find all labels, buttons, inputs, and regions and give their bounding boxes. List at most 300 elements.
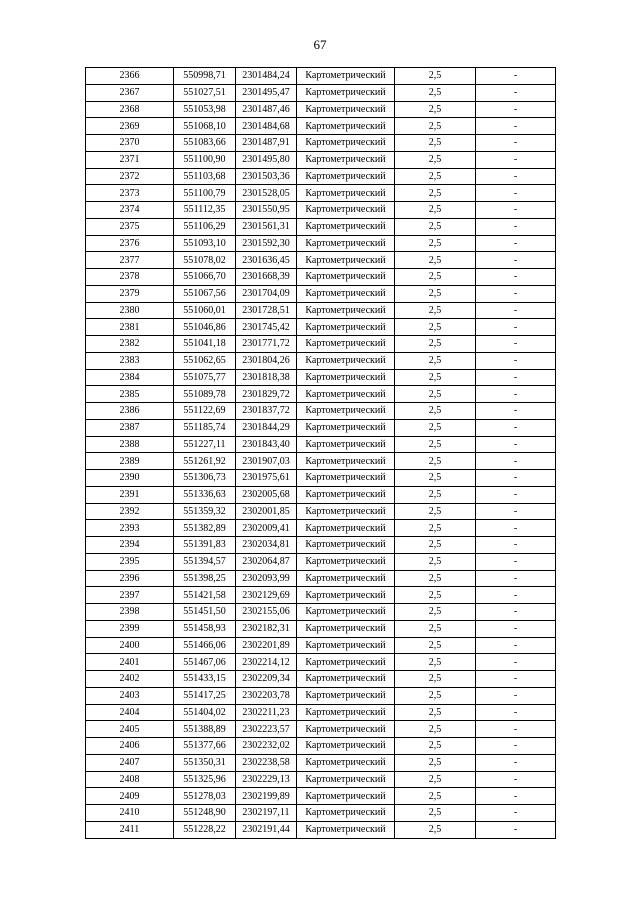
table-row <box>86 68 556 85</box>
method-cell: Картометрический <box>297 821 395 838</box>
table-row <box>86 671 556 688</box>
accuracy-cell: 2,5 <box>395 118 476 135</box>
x-coordinate-cell: 551433,15 <box>174 671 236 688</box>
y-coordinate-cell: 2302211,23 <box>236 704 297 721</box>
y-coordinate-cell: 2301771,72 <box>236 336 297 353</box>
method-cell: Картометрический <box>297 805 395 822</box>
description-cell: - <box>476 369 556 386</box>
point-number-cell: 2408 <box>86 771 174 788</box>
point-number-cell: 2391 <box>86 486 174 503</box>
point-number-cell: 2379 <box>86 285 174 302</box>
table-row <box>86 84 556 101</box>
method-cell: Картометрический <box>297 68 395 85</box>
method-cell: Картометрический <box>297 403 395 420</box>
description-cell: - <box>476 620 556 637</box>
table-row <box>86 403 556 420</box>
point-number-cell: 2373 <box>86 185 174 202</box>
description-cell: - <box>476 235 556 252</box>
table-row <box>86 553 556 570</box>
table-row <box>86 118 556 135</box>
x-coordinate-cell: 551093,10 <box>174 235 236 252</box>
y-coordinate-cell: 2301487,46 <box>236 101 297 118</box>
description-cell: - <box>476 788 556 805</box>
table-row <box>86 470 556 487</box>
y-coordinate-cell: 2301907,03 <box>236 453 297 470</box>
x-coordinate-cell: 551417,25 <box>174 687 236 704</box>
x-coordinate-cell: 551377,66 <box>174 738 236 755</box>
x-coordinate-cell: 551391,83 <box>174 537 236 554</box>
description-cell: - <box>476 486 556 503</box>
x-coordinate-cell: 551078,02 <box>174 252 236 269</box>
y-coordinate-cell: 2301728,51 <box>236 302 297 319</box>
x-coordinate-cell: 551041,18 <box>174 336 236 353</box>
table-row <box>86 202 556 219</box>
description-cell: - <box>476 202 556 219</box>
table-row <box>86 805 556 822</box>
description-cell: - <box>476 218 556 235</box>
point-number-cell: 2406 <box>86 738 174 755</box>
method-cell: Картометрический <box>297 135 395 152</box>
accuracy-cell: 2,5 <box>395 101 476 118</box>
method-cell: Картометрический <box>297 151 395 168</box>
accuracy-cell: 2,5 <box>395 788 476 805</box>
accuracy-cell: 2,5 <box>395 805 476 822</box>
method-cell: Картометрический <box>297 252 395 269</box>
description-cell: - <box>476 738 556 755</box>
y-coordinate-cell: 2302199,89 <box>236 788 297 805</box>
table-row <box>86 185 556 202</box>
table-row <box>86 302 556 319</box>
table-row <box>86 788 556 805</box>
method-cell: Картометрический <box>297 704 395 721</box>
table-row <box>86 285 556 302</box>
table-row <box>86 821 556 838</box>
y-coordinate-cell: 2302129,69 <box>236 587 297 604</box>
accuracy-cell: 2,5 <box>395 151 476 168</box>
method-cell: Картометрический <box>297 386 395 403</box>
y-coordinate-cell: 2301745,42 <box>236 319 297 336</box>
description-cell: - <box>476 419 556 436</box>
accuracy-cell: 2,5 <box>395 486 476 503</box>
point-number-cell: 2376 <box>86 235 174 252</box>
method-cell: Картометрический <box>297 771 395 788</box>
method-cell: Картометрический <box>297 218 395 235</box>
point-number-cell: 2404 <box>86 704 174 721</box>
table-row <box>86 721 556 738</box>
point-number-cell: 2397 <box>86 587 174 604</box>
method-cell: Картометрический <box>297 235 395 252</box>
description-cell: - <box>476 771 556 788</box>
table-row <box>86 168 556 185</box>
method-cell: Картометрический <box>297 738 395 755</box>
description-cell: - <box>476 336 556 353</box>
table-row <box>86 101 556 118</box>
table-row <box>86 637 556 654</box>
accuracy-cell: 2,5 <box>395 252 476 269</box>
table-row <box>86 135 556 152</box>
point-number-cell: 2366 <box>86 68 174 85</box>
table-row <box>86 771 556 788</box>
point-number-cell: 2403 <box>86 687 174 704</box>
method-cell: Картометрический <box>297 319 395 336</box>
description-cell: - <box>476 805 556 822</box>
accuracy-cell: 2,5 <box>395 386 476 403</box>
point-number-cell: 2368 <box>86 101 174 118</box>
table-row <box>86 453 556 470</box>
y-coordinate-cell: 2301837,72 <box>236 403 297 420</box>
method-cell: Картометрический <box>297 687 395 704</box>
x-coordinate-cell: 551398,25 <box>174 570 236 587</box>
table-row <box>86 252 556 269</box>
description-cell: - <box>476 687 556 704</box>
x-coordinate-cell: 551106,29 <box>174 218 236 235</box>
description-cell: - <box>476 151 556 168</box>
y-coordinate-cell: 2301495,80 <box>236 151 297 168</box>
description-cell: - <box>476 520 556 537</box>
accuracy-cell: 2,5 <box>395 553 476 570</box>
method-cell: Картометрический <box>297 436 395 453</box>
x-coordinate-cell: 551027,51 <box>174 84 236 101</box>
y-coordinate-cell: 2302182,31 <box>236 620 297 637</box>
description-cell: - <box>476 503 556 520</box>
description-cell: - <box>476 302 556 319</box>
accuracy-cell: 2,5 <box>395 671 476 688</box>
table-row <box>86 587 556 604</box>
point-number-cell: 2378 <box>86 269 174 286</box>
y-coordinate-cell: 2302223,57 <box>236 721 297 738</box>
coordinates-table <box>85 67 556 839</box>
accuracy-cell: 2,5 <box>395 68 476 85</box>
x-coordinate-cell: 551066,70 <box>174 269 236 286</box>
accuracy-cell: 2,5 <box>395 352 476 369</box>
point-number-cell: 2405 <box>86 721 174 738</box>
description-cell: - <box>476 118 556 135</box>
x-coordinate-cell: 551122,69 <box>174 403 236 420</box>
x-coordinate-cell: 551458,93 <box>174 620 236 637</box>
x-coordinate-cell: 551112,35 <box>174 202 236 219</box>
method-cell: Картометрический <box>297 84 395 101</box>
method-cell: Картометрический <box>297 285 395 302</box>
method-cell: Картометрический <box>297 453 395 470</box>
point-number-cell: 2381 <box>86 319 174 336</box>
y-coordinate-cell: 2301561,31 <box>236 218 297 235</box>
point-number-cell: 2382 <box>86 336 174 353</box>
x-coordinate-cell: 551467,06 <box>174 654 236 671</box>
description-cell: - <box>476 252 556 269</box>
table-row <box>86 754 556 771</box>
accuracy-cell: 2,5 <box>395 369 476 386</box>
x-coordinate-cell: 551067,56 <box>174 285 236 302</box>
accuracy-cell: 2,5 <box>395 620 476 637</box>
y-coordinate-cell: 2301484,68 <box>236 118 297 135</box>
point-number-cell: 2370 <box>86 135 174 152</box>
description-cell: - <box>476 570 556 587</box>
x-coordinate-cell: 551053,98 <box>174 101 236 118</box>
point-number-cell: 2411 <box>86 821 174 838</box>
x-coordinate-cell: 551382,89 <box>174 520 236 537</box>
method-cell: Картометрический <box>297 503 395 520</box>
method-cell: Картометрический <box>297 202 395 219</box>
method-cell: Картометрический <box>297 553 395 570</box>
method-cell: Картометрический <box>297 671 395 688</box>
y-coordinate-cell: 2302064,87 <box>236 553 297 570</box>
point-number-cell: 2387 <box>86 419 174 436</box>
x-coordinate-cell: 551089,78 <box>174 386 236 403</box>
table-row <box>86 520 556 537</box>
y-coordinate-cell: 2302197,11 <box>236 805 297 822</box>
accuracy-cell: 2,5 <box>395 721 476 738</box>
y-coordinate-cell: 2302005,68 <box>236 486 297 503</box>
point-number-cell: 2388 <box>86 436 174 453</box>
point-number-cell: 2402 <box>86 671 174 688</box>
point-number-cell: 2410 <box>86 805 174 822</box>
accuracy-cell: 2,5 <box>395 403 476 420</box>
x-coordinate-cell: 551248,90 <box>174 805 236 822</box>
y-coordinate-cell: 2302191,44 <box>236 821 297 838</box>
x-coordinate-cell: 551336,63 <box>174 486 236 503</box>
y-coordinate-cell: 2301975,61 <box>236 470 297 487</box>
x-coordinate-cell: 551388,89 <box>174 721 236 738</box>
x-coordinate-cell: 551103,68 <box>174 168 236 185</box>
accuracy-cell: 2,5 <box>395 654 476 671</box>
accuracy-cell: 2,5 <box>395 302 476 319</box>
y-coordinate-cell: 2302232,02 <box>236 738 297 755</box>
accuracy-cell: 2,5 <box>395 285 476 302</box>
point-number-cell: 2399 <box>86 620 174 637</box>
y-coordinate-cell: 2301804,26 <box>236 352 297 369</box>
x-coordinate-cell: 551278,03 <box>174 788 236 805</box>
x-coordinate-cell: 551261,92 <box>174 453 236 470</box>
accuracy-cell: 2,5 <box>395 687 476 704</box>
point-number-cell: 2393 <box>86 520 174 537</box>
accuracy-cell: 2,5 <box>395 503 476 520</box>
point-number-cell: 2369 <box>86 118 174 135</box>
method-cell: Картометрический <box>297 754 395 771</box>
x-coordinate-cell: 551359,32 <box>174 503 236 520</box>
table-row <box>86 486 556 503</box>
y-coordinate-cell: 2301818,38 <box>236 369 297 386</box>
y-coordinate-cell: 2302229,13 <box>236 771 297 788</box>
y-coordinate-cell: 2301550,95 <box>236 202 297 219</box>
method-cell: Картометрический <box>297 302 395 319</box>
x-coordinate-cell: 551325,96 <box>174 771 236 788</box>
point-number-cell: 2396 <box>86 570 174 587</box>
table-row <box>86 503 556 520</box>
point-number-cell: 2400 <box>86 637 174 654</box>
accuracy-cell: 2,5 <box>395 319 476 336</box>
x-coordinate-cell: 551404,02 <box>174 704 236 721</box>
accuracy-cell: 2,5 <box>395 453 476 470</box>
y-coordinate-cell: 2301704,09 <box>236 285 297 302</box>
x-coordinate-cell: 551350,31 <box>174 754 236 771</box>
method-cell: Картометрический <box>297 721 395 738</box>
description-cell: - <box>476 553 556 570</box>
accuracy-cell: 2,5 <box>395 704 476 721</box>
description-cell: - <box>476 587 556 604</box>
method-cell: Картометрический <box>297 486 395 503</box>
accuracy-cell: 2,5 <box>395 269 476 286</box>
point-number-cell: 2409 <box>86 788 174 805</box>
method-cell: Картометрический <box>297 637 395 654</box>
description-cell: - <box>476 537 556 554</box>
table-row <box>86 352 556 369</box>
description-cell: - <box>476 135 556 152</box>
y-coordinate-cell: 2301843,40 <box>236 436 297 453</box>
method-cell: Картометрический <box>297 419 395 436</box>
point-number-cell: 2390 <box>86 470 174 487</box>
y-coordinate-cell: 2302238,58 <box>236 754 297 771</box>
point-number-cell: 2398 <box>86 604 174 621</box>
y-coordinate-cell: 2302201,89 <box>236 637 297 654</box>
y-coordinate-cell: 2302001,85 <box>236 503 297 520</box>
method-cell: Картометрический <box>297 336 395 353</box>
y-coordinate-cell: 2302209,34 <box>236 671 297 688</box>
x-coordinate-cell: 551075,77 <box>174 369 236 386</box>
x-coordinate-cell: 551451,50 <box>174 604 236 621</box>
y-coordinate-cell: 2301829,72 <box>236 386 297 403</box>
point-number-cell: 2407 <box>86 754 174 771</box>
y-coordinate-cell: 2301495,47 <box>236 84 297 101</box>
point-number-cell: 2389 <box>86 453 174 470</box>
y-coordinate-cell: 2301528,05 <box>236 185 297 202</box>
description-cell: - <box>476 604 556 621</box>
page-number: 67 <box>313 37 327 52</box>
method-cell: Картометрический <box>297 620 395 637</box>
table-row <box>86 604 556 621</box>
point-number-cell: 2392 <box>86 503 174 520</box>
y-coordinate-cell: 2302203,78 <box>236 687 297 704</box>
point-number-cell: 2375 <box>86 218 174 235</box>
method-cell: Картометрический <box>297 570 395 587</box>
point-number-cell: 2401 <box>86 654 174 671</box>
accuracy-cell: 2,5 <box>395 218 476 235</box>
description-cell: - <box>476 436 556 453</box>
accuracy-cell: 2,5 <box>395 821 476 838</box>
y-coordinate-cell: 2301844,29 <box>236 419 297 436</box>
table-row <box>86 369 556 386</box>
accuracy-cell: 2,5 <box>395 419 476 436</box>
accuracy-cell: 2,5 <box>395 84 476 101</box>
description-cell: - <box>476 470 556 487</box>
method-cell: Картометрический <box>297 269 395 286</box>
x-coordinate-cell: 551227,11 <box>174 436 236 453</box>
method-cell: Картометрический <box>297 369 395 386</box>
point-number-cell: 2377 <box>86 252 174 269</box>
description-cell: - <box>476 453 556 470</box>
x-coordinate-cell: 551062,65 <box>174 352 236 369</box>
accuracy-cell: 2,5 <box>395 235 476 252</box>
y-coordinate-cell: 2301668,39 <box>236 269 297 286</box>
y-coordinate-cell: 2302214,12 <box>236 654 297 671</box>
accuracy-cell: 2,5 <box>395 470 476 487</box>
x-coordinate-cell: 551100,79 <box>174 185 236 202</box>
method-cell: Картометрический <box>297 587 395 604</box>
description-cell: - <box>476 269 556 286</box>
method-cell: Картометрический <box>297 101 395 118</box>
accuracy-cell: 2,5 <box>395 520 476 537</box>
table-row <box>86 537 556 554</box>
point-number-cell: 2367 <box>86 84 174 101</box>
table-row <box>86 570 556 587</box>
description-cell: - <box>476 185 556 202</box>
method-cell: Картометрический <box>297 654 395 671</box>
point-number-cell: 2383 <box>86 352 174 369</box>
accuracy-cell: 2,5 <box>395 738 476 755</box>
point-number-cell: 2385 <box>86 386 174 403</box>
x-coordinate-cell: 551421,58 <box>174 587 236 604</box>
y-coordinate-cell: 2302155,06 <box>236 604 297 621</box>
x-coordinate-cell: 550998,71 <box>174 68 236 85</box>
description-cell: - <box>476 319 556 336</box>
x-coordinate-cell: 551083,66 <box>174 135 236 152</box>
table-row <box>86 654 556 671</box>
description-cell: - <box>476 403 556 420</box>
accuracy-cell: 2,5 <box>395 168 476 185</box>
table-row <box>86 738 556 755</box>
method-cell: Картометрический <box>297 604 395 621</box>
table-row <box>86 319 556 336</box>
description-cell: - <box>476 285 556 302</box>
y-coordinate-cell: 2301487,91 <box>236 135 297 152</box>
method-cell: Картометрический <box>297 470 395 487</box>
method-cell: Картометрический <box>297 185 395 202</box>
point-number-cell: 2374 <box>86 202 174 219</box>
y-coordinate-cell: 2301592,30 <box>236 235 297 252</box>
accuracy-cell: 2,5 <box>395 185 476 202</box>
coordinates-table-body <box>86 68 556 839</box>
method-cell: Картометрический <box>297 118 395 135</box>
point-number-cell: 2372 <box>86 168 174 185</box>
x-coordinate-cell: 551228,22 <box>174 821 236 838</box>
table-row <box>86 386 556 403</box>
accuracy-cell: 2,5 <box>395 637 476 654</box>
x-coordinate-cell: 551046,86 <box>174 319 236 336</box>
description-cell: - <box>476 168 556 185</box>
x-coordinate-cell: 551394,57 <box>174 553 236 570</box>
description-cell: - <box>476 84 556 101</box>
accuracy-cell: 2,5 <box>395 754 476 771</box>
accuracy-cell: 2,5 <box>395 570 476 587</box>
description-cell: - <box>476 352 556 369</box>
x-coordinate-cell: 551100,90 <box>174 151 236 168</box>
table-row <box>86 336 556 353</box>
accuracy-cell: 2,5 <box>395 202 476 219</box>
table-row <box>86 436 556 453</box>
table-row <box>86 419 556 436</box>
method-cell: Картометрический <box>297 788 395 805</box>
accuracy-cell: 2,5 <box>395 537 476 554</box>
y-coordinate-cell: 2302093,99 <box>236 570 297 587</box>
x-coordinate-cell: 551306,73 <box>174 470 236 487</box>
method-cell: Картометрический <box>297 537 395 554</box>
description-cell: - <box>476 101 556 118</box>
y-coordinate-cell: 2301503,36 <box>236 168 297 185</box>
point-number-cell: 2384 <box>86 369 174 386</box>
description-cell: - <box>476 68 556 85</box>
table-row <box>86 704 556 721</box>
description-cell: - <box>476 654 556 671</box>
table-row <box>86 620 556 637</box>
point-number-cell: 2371 <box>86 151 174 168</box>
y-coordinate-cell: 2301636,45 <box>236 252 297 269</box>
description-cell: - <box>476 637 556 654</box>
accuracy-cell: 2,5 <box>395 587 476 604</box>
y-coordinate-cell: 2301484,24 <box>236 68 297 85</box>
x-coordinate-cell: 551185,74 <box>174 419 236 436</box>
description-cell: - <box>476 671 556 688</box>
point-number-cell: 2394 <box>86 537 174 554</box>
x-coordinate-cell: 551466,06 <box>174 637 236 654</box>
